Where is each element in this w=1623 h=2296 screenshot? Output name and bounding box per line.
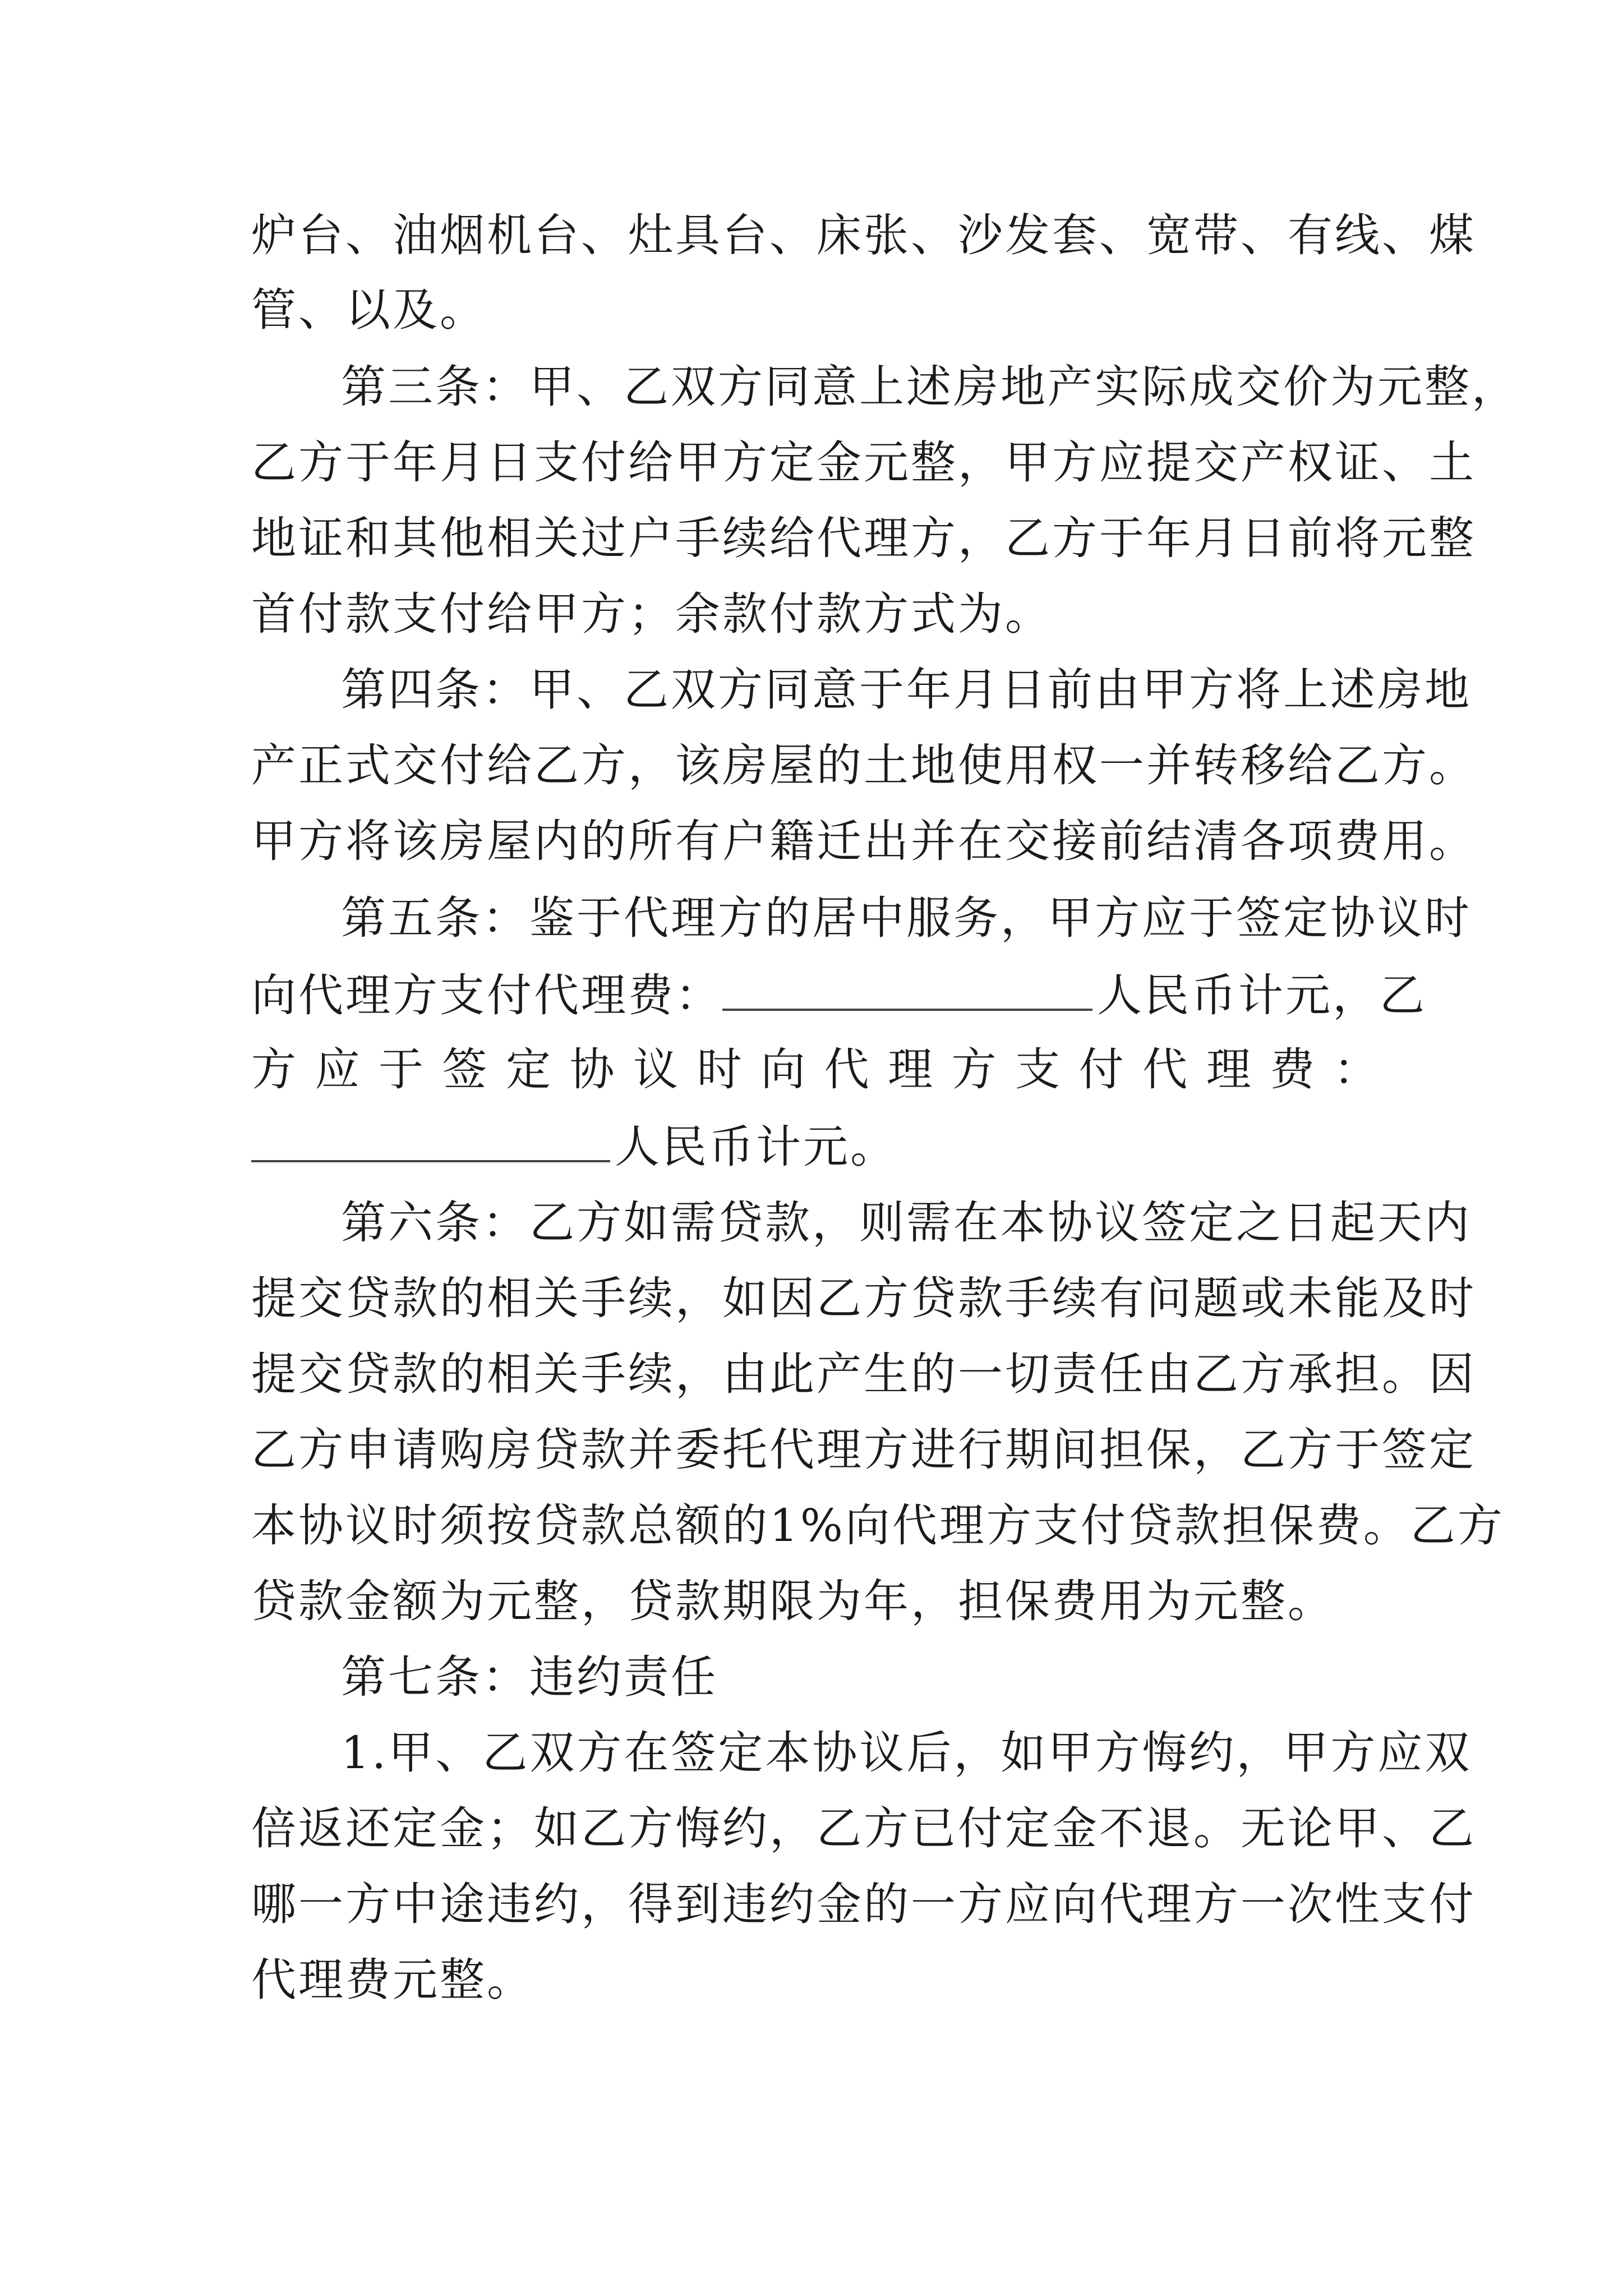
text-line: 产正式交付给乙方，该房屋的土地使用权一并转移给乙方。 [251, 739, 1476, 792]
char: 定 [506, 1043, 551, 1096]
fee-line-a-suffix: 人民币计元，乙 [1097, 969, 1427, 1022]
article-3-heading-line: 第三条：甲、乙双方同意上述房地产实际成交价为元整， [341, 361, 1519, 413]
char: 支 [1015, 1043, 1061, 1096]
text-line: 倍返还定金；如乙方悔约，乙方已付定金不退。无论甲、乙 [251, 1802, 1476, 1855]
char: 议 [633, 1043, 679, 1096]
char: 应 [315, 1043, 360, 1096]
article-6-heading-line: 第六条：乙方如需贷款，则需在本协议签定之日起天内 [341, 1197, 1472, 1249]
fee-line-party-a [251, 966, 1427, 1022]
text-line: 代理费元整。 [251, 1954, 534, 2006]
text-line: 地证和其他相关过户手续给代理方，乙方于年月日前将元整 [251, 512, 1476, 564]
fee-line-party-b [251, 1042, 1378, 1098]
text-line: 甲方将该房屋内的所有户籍迁出并在交接前结清各项费用。 [251, 815, 1476, 867]
fee-line-c-suffix: 人民币计元。 [615, 1121, 897, 1173]
text-line: 本协议时须按贷款总额的1%向代理方支付贷款担保费。乙方 [251, 1499, 1505, 1552]
char: 于 [379, 1043, 424, 1096]
text-line: 哪一方中途违约，得到违约金的一方应向代理方一次性支付 [251, 1878, 1476, 1930]
char: ： [1333, 1043, 1378, 1096]
article-7-heading-line: 第七条：违约责任 [341, 1651, 718, 1703]
char: 理 [1206, 1043, 1251, 1096]
char: 理 [888, 1043, 933, 1096]
char: 向 [760, 1043, 806, 1096]
char: 方 [251, 1043, 296, 1096]
text-line: 管、以及。 [251, 284, 487, 336]
char: 代 [1142, 1043, 1188, 1096]
char: 签 [442, 1043, 487, 1096]
text-line: 贷款金额为元整，贷款期限为年，担保费用为元整。 [251, 1575, 1335, 1627]
text-line: 乙方申请购房贷款并委托代理方进行期间担保，乙方于签定 [251, 1424, 1476, 1476]
char: 方 [951, 1043, 997, 1096]
text-line: 提交贷款的相关手续，由此产生的一切责任由乙方承担。因 [251, 1348, 1476, 1400]
fee-line-a-prefix: 向代理方支付代理费： [251, 969, 722, 1022]
text-line: 炉台、油烟机台、灶具台、床张、沙发套、宽带、有线、煤 [251, 209, 1476, 261]
text-line: 乙方于年月日支付给甲方定金元整，甲方应提交产权证、土 [251, 436, 1476, 489]
clause-1-line: 1.甲、乙双方在签定本协议后，如甲方悔约，甲方应双 [341, 1727, 1472, 1779]
char: 费 [1270, 1043, 1315, 1096]
char: 时 [697, 1043, 742, 1096]
char: 付 [1078, 1043, 1124, 1096]
text-line: 首付款支付给甲方；余款付款方式为。 [251, 588, 1052, 640]
fee-amount-blank-a[interactable] [722, 966, 1092, 1011]
fee-line-party-b-amount [251, 1117, 1378, 1174]
fee-amount-blank-b[interactable] [251, 1117, 610, 1162]
text-line: 提交贷款的相关手续，如因乙方贷款手续有问题或未能及时 [251, 1272, 1476, 1324]
article-4-heading-line: 第四条：甲、乙双方同意于年月日前由甲方将上述房地 [341, 664, 1472, 716]
article-5-heading-line: 第五条：鉴于代理方的居中服务，甲方应于签定协议时 [341, 892, 1472, 944]
char: 代 [824, 1043, 869, 1096]
char: 协 [569, 1043, 615, 1096]
